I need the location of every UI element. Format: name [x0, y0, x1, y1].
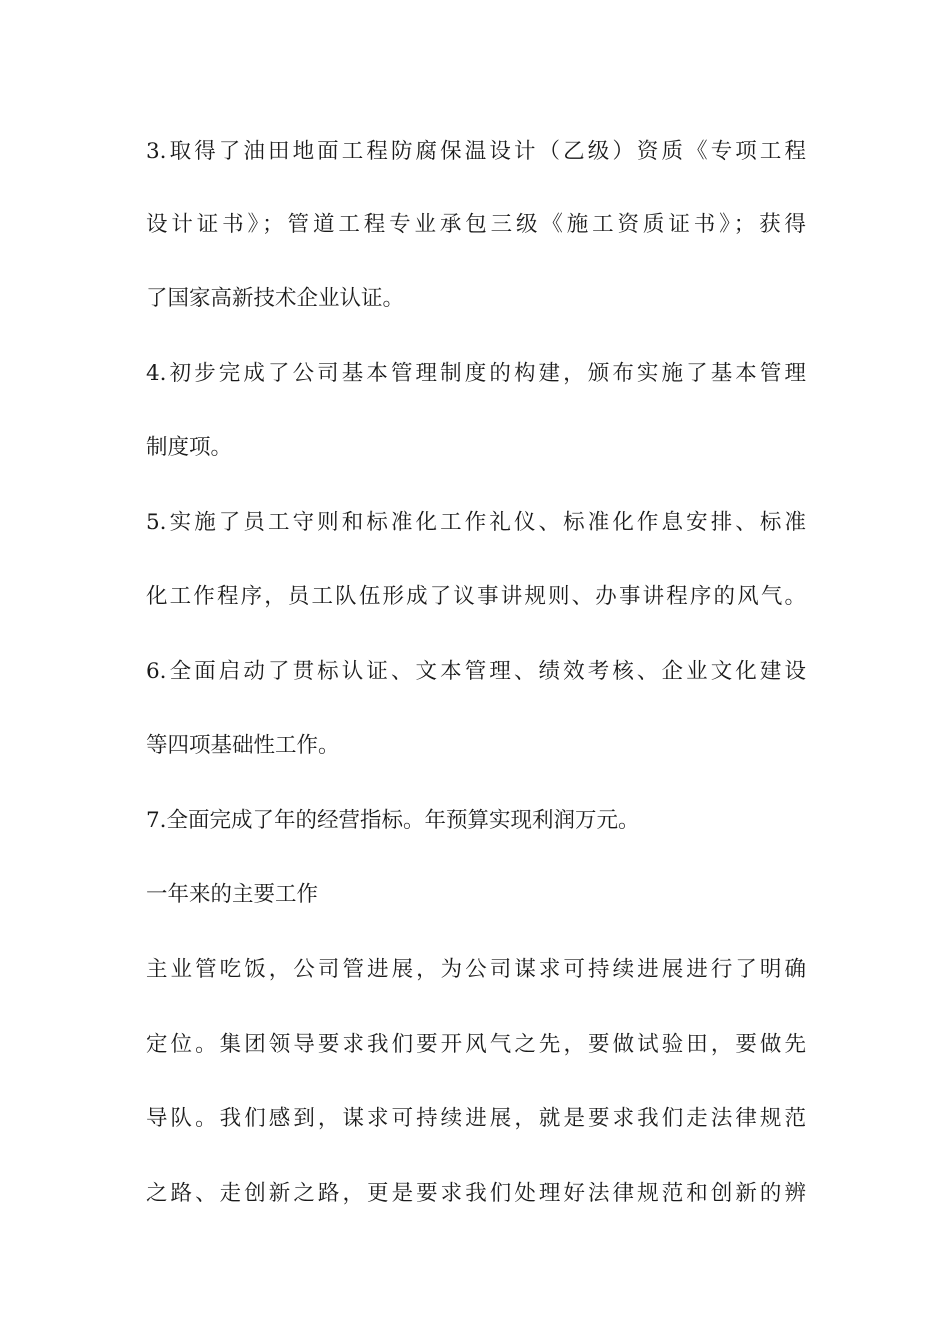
text-line-item7: 7.全面完成了年的经营指标。年预算实现利润万元。: [146, 808, 640, 833]
paragraph-line-4: 之路、走创新之路，更是要求我们处理好法律规范和创新的辨: [146, 1181, 806, 1206]
text-line-item4-1: 4.初步完成了公司基本管理制度的构建，颁布实施了基本管理: [146, 361, 806, 386]
section-heading: 一年来的主要工作: [146, 882, 319, 907]
text-line-item4-2: 制度项。: [146, 435, 233, 460]
text-line-item3-2: 设计证书》；管道工程专业承包三级《施工资质证书》；获得: [146, 212, 806, 237]
text-line-item5-2: 化工作程序，员工队伍形成了议事讲规则、办事讲程序的风气。: [146, 584, 806, 609]
paragraph-line-1: 主业管吃饭，公司管进展，为公司谋求可持续进展进行了明确: [146, 957, 806, 982]
text-line-item6-2: 等四项基础性工作。: [146, 733, 340, 758]
paragraph-line-3: 导队。我们感到，谋求可持续进展，就是要求我们走法律规范: [146, 1106, 806, 1131]
text-line-item6-1: 6.全面启动了贯标认证、文本管理、绩效考核、企业文化建设: [146, 659, 806, 684]
text-line-item3-3: 了国家高新技术企业认证。: [146, 286, 405, 311]
text-line-item5-1: 5.实施了员工守则和标准化工作礼仪、标准化作息安排、标准: [146, 510, 806, 535]
text-line-item3-1: 3.取得了油田地面工程防腐保温设计（乙级）资质《专项工程: [146, 139, 806, 164]
paragraph-line-2: 定位。集团领导要求我们要开风气之先，要做试验田，要做先: [146, 1032, 806, 1057]
